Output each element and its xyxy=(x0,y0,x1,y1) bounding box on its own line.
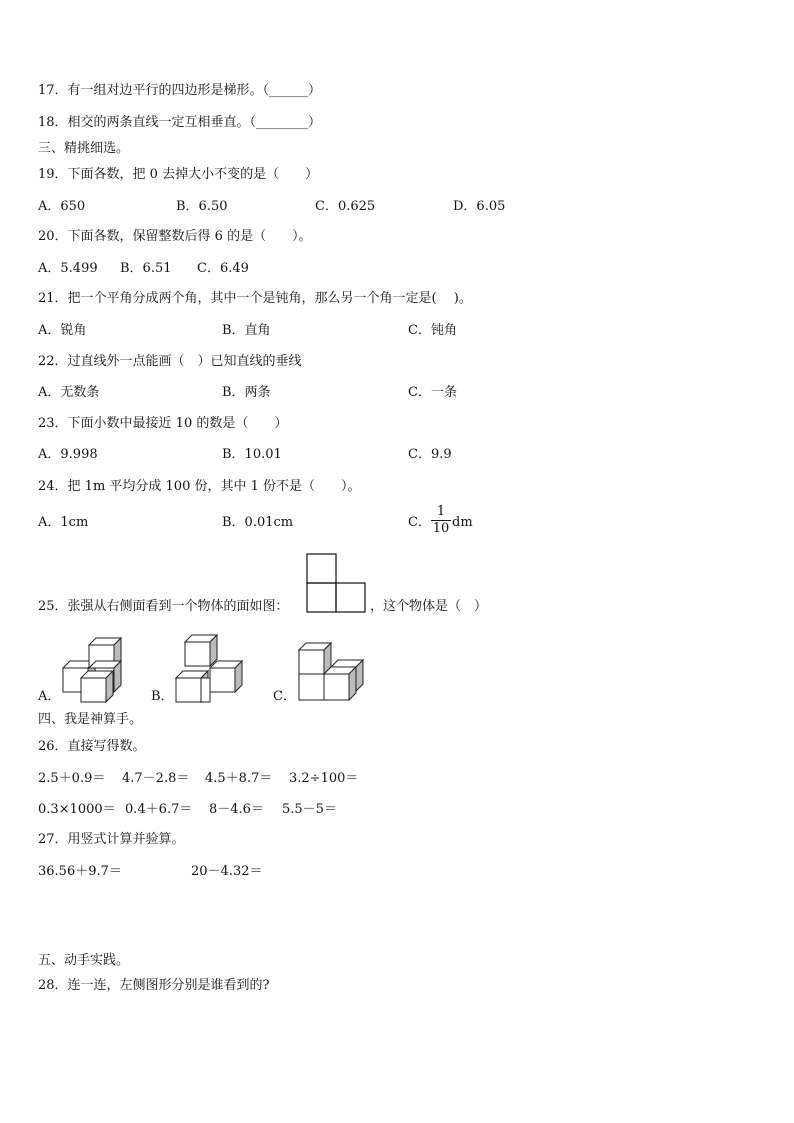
question-21-option-a: A．锐角 xyxy=(38,323,87,338)
question-19-option-a: A．650 xyxy=(38,199,86,214)
calc-2.5-plus-0.9: 2.5＋0.9＝ xyxy=(38,771,106,786)
question-19-option-d: D．6.05 xyxy=(453,199,506,214)
question-22-stem: 22．过直线外一点能画（ ）已知直线的垂线 xyxy=(38,354,302,369)
question-25-option-c: C． xyxy=(273,689,296,704)
question-20-option-a: A．5.499 xyxy=(38,261,98,276)
question-27-stem: 27．用竖式计算并验算。 xyxy=(38,832,185,847)
calc-8-minus-4.6: 8－4.6＝ xyxy=(209,802,264,817)
question-25-stem-after: ，这个物体是（ ） xyxy=(370,599,488,614)
section-3-heading: 三、精挑细选。 xyxy=(38,141,130,156)
question-19-stem: 19．下面各数，把 0 去掉大小不变的是（ ） xyxy=(38,167,319,182)
fraction-numerator: 1 xyxy=(436,504,446,519)
cube-stack-b xyxy=(175,633,245,703)
question-22-option-b: B．两条 xyxy=(222,385,271,400)
question-24-option-c: C． xyxy=(408,515,431,530)
cube-stack-a xyxy=(62,633,126,703)
question-23-option-a: A．9.998 xyxy=(38,447,98,462)
question-19-option-c: C．0.625 xyxy=(315,199,376,214)
vertical-calc-2: 20－4.32＝ xyxy=(191,864,263,879)
calc-0.3-times-1000: 0.3×1000＝ xyxy=(38,802,116,817)
calc-3.2-div-100: 3.2÷100＝ xyxy=(289,771,359,786)
question-20-option-b: B．6.51 xyxy=(120,261,172,276)
fraction-unit: dm xyxy=(452,515,473,530)
question-17: 17．有一组对边平行的四边形是梯形。（______） xyxy=(38,83,322,98)
calc-4.5-plus-8.7: 4.5＋8.7＝ xyxy=(205,771,273,786)
question-20-option-c: C．6.49 xyxy=(197,261,249,276)
question-22-option-c: C．一条 xyxy=(408,385,457,400)
calc-5.5-minus-5: 5.5－5＝ xyxy=(282,802,337,817)
section-5-heading: 五、动手实践。 xyxy=(38,953,130,968)
question-21-option-c: C．钝角 xyxy=(408,323,457,338)
question-23-stem: 23．下面小数中最接近 10 的数是（ ） xyxy=(38,416,288,431)
question-25-option-a: A． xyxy=(38,689,61,704)
question-26-stem: 26．直接写得数。 xyxy=(38,739,146,754)
question-22-option-a: A．无数条 xyxy=(38,385,100,400)
question-24-stem: 24．把 1m 平均分成 100 份，其中 1 份不是（ ）。 xyxy=(38,479,361,494)
calc-0.4-plus-6.7: 0.4＋6.7＝ xyxy=(125,802,193,817)
question-23-option-b: B．10.01 xyxy=(222,447,282,462)
vertical-calc-1: 36.56＋9.7＝ xyxy=(38,864,122,879)
question-21-stem: 21．把一个平角分成两个角，其中一个是钝角，那么另一个角一定是( )。 xyxy=(38,291,472,306)
right-side-view-figure xyxy=(306,553,368,615)
calc-4.7-minus-2.8: 4.7－2.8＝ xyxy=(122,771,190,786)
question-25-option-b: B． xyxy=(151,689,174,704)
question-21-option-b: B．直角 xyxy=(222,323,271,338)
question-19-option-b: B．6.50 xyxy=(176,199,228,214)
section-4-heading: 四、我是神算手。 xyxy=(38,712,143,727)
question-24-option-b: B．0.01cm xyxy=(222,515,294,530)
question-24-option-a: A．1cm xyxy=(38,515,89,530)
fraction-one-tenth xyxy=(431,505,451,536)
question-18: 18．相交的两条直线一定互相垂直。（________） xyxy=(38,115,322,130)
question-28: 28．连一连，左侧图形分别是谁看到的? xyxy=(38,978,270,993)
cube-stack-c xyxy=(298,640,368,704)
question-23-option-c: C．9.9 xyxy=(408,447,452,462)
fraction-denominator: 10 xyxy=(432,521,450,536)
question-20-stem: 20．下面各数，保留整数后得 6 的是（ ）。 xyxy=(38,229,312,244)
question-25-stem-before: 25．张强从右侧面看到一个物体的面如图： xyxy=(38,599,289,614)
